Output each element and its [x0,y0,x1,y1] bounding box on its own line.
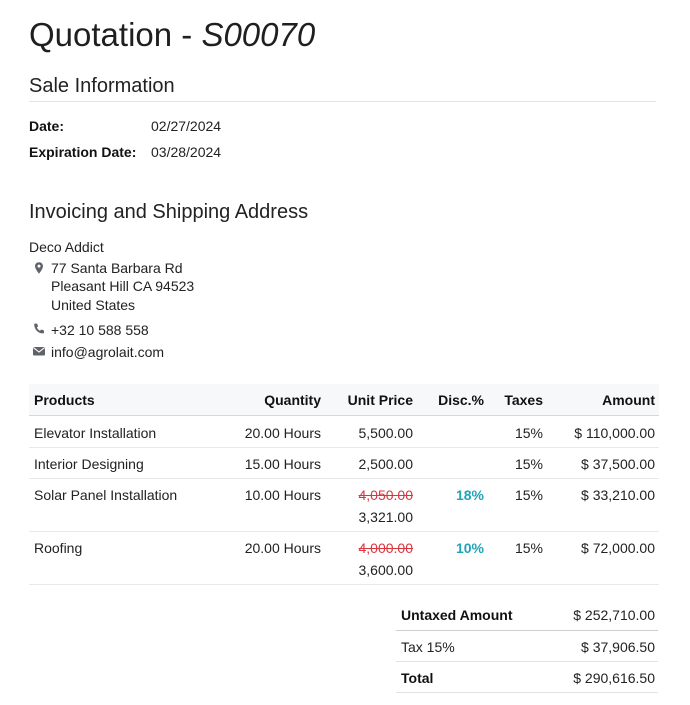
header-discount: Disc.% [438,392,484,408]
row-1-product: Elevator Installation [34,425,157,441]
phone-number: +32 10 588 558 [51,322,149,338]
address-city: Pleasant Hill CA 94523 [51,278,195,294]
address-country: United States [51,297,136,313]
row-2-amount: $ 37,500.00 [581,456,655,472]
sale-information-heading: Sale Information [29,75,175,97]
address-heading: Invoicing and Shipping Address [29,201,309,223]
page-title [29,14,315,56]
row-3-product: Solar Panel Installation [34,487,178,503]
header-taxes: Taxes [504,392,543,408]
totals-bottom-divider [396,692,658,693]
totals-divider [396,661,658,662]
row-3-unit-price: 3,321.00 [358,509,413,525]
total-label: Total [401,670,434,686]
row-4-taxes: 15% [514,540,543,556]
date-label: Date: [29,118,65,134]
untaxed-amount-label: Untaxed Amount [401,607,513,623]
row-3-discount: 18% [455,487,484,503]
tax-label: Tax 15% [401,639,455,655]
envelope-icon [32,344,46,358]
email-address: info@agrolait.com [51,344,165,360]
untaxed-amount-value: $ 252,710.00 [573,607,655,623]
phone-icon [32,322,46,336]
row-divider [29,447,659,448]
address-street: 77 Santa Barbara Rd [51,260,183,276]
row-2-product: Interior Designing [34,456,144,472]
row-3-original-price: 4,050.00 [358,487,413,503]
row-4-quantity: 20.00 Hours [244,540,321,556]
expiration-date-value: 03/28/2024 [151,144,222,160]
sale-information-divider [29,101,656,102]
row-2-quantity: 15.00 Hours [244,456,321,472]
map-marker-icon [32,261,46,275]
quotation-reference: S00070 [201,16,316,53]
table-header-divider [29,415,659,416]
header-quantity: Quantity [264,392,321,408]
row-3-quantity: 10.00 Hours [244,487,321,503]
row-3-amount: $ 33,210.00 [581,487,655,503]
row-1-quantity: 20.00 Hours [244,425,321,441]
row-4-original-price: 4,000.00 [358,540,413,556]
row-divider [29,478,659,479]
row-1-taxes: 15% [514,425,543,441]
row-4-discount: 10% [455,540,484,556]
row-divider [29,531,659,532]
totals-divider [396,630,658,631]
total-value: $ 290,616.50 [573,670,655,686]
row-4-amount: $ 72,000.00 [581,540,655,556]
table-bottom-divider [29,584,659,585]
row-4-product: Roofing [34,540,83,556]
row-2-taxes: 15% [514,456,543,472]
header-products: Products [34,392,95,408]
customer-name: Deco Addict [29,239,104,255]
row-1-amount: $ 110,000.00 [574,425,655,441]
row-4-unit-price: 3,600.00 [358,562,413,578]
date-value: 02/27/2024 [151,118,222,134]
row-2-unit-price: 2,500.00 [358,456,413,472]
row-1-unit-price: 5,500.00 [358,425,413,441]
tax-value: $ 37,906.50 [581,639,655,655]
header-amount: Amount [602,392,655,408]
expiration-date-label: Expiration Date: [29,144,137,160]
title-prefix: Quotation - [29,16,202,53]
row-3-taxes: 15% [514,487,543,503]
header-unit-price: Unit Price [347,392,413,408]
